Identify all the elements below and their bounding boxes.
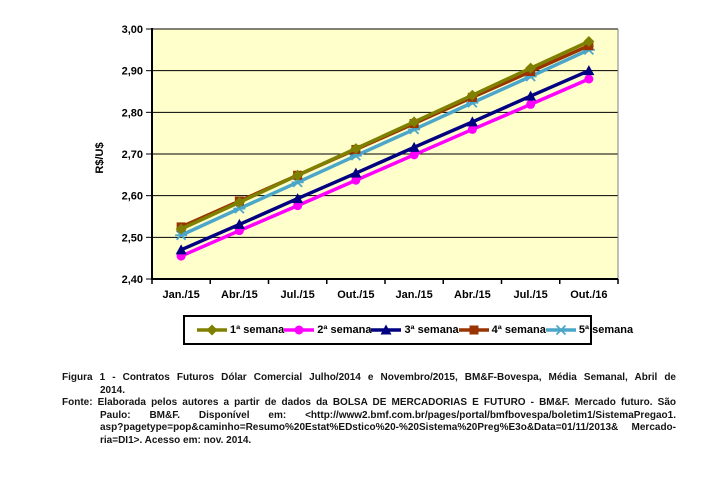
legend-key-icon xyxy=(371,324,401,336)
legend-key-icon xyxy=(546,324,576,336)
x-tick-label: Jul./15 xyxy=(280,289,315,301)
y-tick-label: 2,50 xyxy=(121,232,143,245)
legend-item xyxy=(459,324,546,336)
legend-key-icon xyxy=(197,324,227,336)
circle-marker-icon xyxy=(295,326,304,335)
y-tick-label: 2,60 xyxy=(121,190,143,203)
legend-key-icon xyxy=(284,324,314,336)
y-tick-label: 3,00 xyxy=(121,24,143,36)
x-tick-label: Jan./15 xyxy=(162,289,200,301)
x-tick-label: Abr./15 xyxy=(221,289,258,301)
legend-label: 1ª semana xyxy=(230,324,285,336)
x-tick-label: Abr./15 xyxy=(454,289,491,301)
square-marker-icon xyxy=(469,326,478,335)
x-tick-label: Jul./15 xyxy=(513,289,548,301)
caption-figura-line: 2014. xyxy=(100,384,126,396)
y-axis-title: R$/U$ xyxy=(94,142,106,174)
legend-item xyxy=(371,324,458,336)
x-tick-label: Out./15 xyxy=(337,289,375,301)
y-tick-label: 2,90 xyxy=(121,65,143,78)
circle-marker-icon xyxy=(584,75,593,84)
caption-fonte-line: ria=DI1>. Acesso em: nov. 2014. xyxy=(100,434,252,446)
y-tick-label: 2,40 xyxy=(121,274,143,286)
caption-figura-line: Figura 1 - Contratos Futuros Dólar Comercial Julho/2014 e Novembro/2015, BM&F-Bovespa, Média Semanal, Abril de xyxy=(62,372,676,383)
x-tick-label: Jan./15 xyxy=(395,289,433,301)
legend-key-icon xyxy=(459,324,489,336)
caption-fonte-line: Paulo: BM&F. Disponível em: <http://www2.bmf.com.br/pages/portal/bmfbovespa/boletim1/SistemaPregao1. xyxy=(100,409,676,421)
caption-fonte-line: Fonte: Elaborada pelos autores a partir de dados da BOLSA DE MERCADORIAS E FUTURO - BM&F. Mercado futuro. São xyxy=(62,397,676,409)
legend-item xyxy=(197,324,284,336)
legend-label: 2ª semana xyxy=(317,324,372,336)
diamond-marker-icon xyxy=(207,325,218,336)
figure-caption xyxy=(62,372,676,448)
y-tick-label: 2,70 xyxy=(121,149,143,161)
legend-item xyxy=(284,324,371,336)
chart-legend xyxy=(183,315,634,345)
y-tick-label: 2,80 xyxy=(121,107,143,120)
legend-label: 4ª semana xyxy=(491,324,546,336)
legend-label: 5ª semana xyxy=(578,324,634,336)
caption-fonte-line: asp?pagetype=pop&caminho=Resumo%20Estat%EDstico%20-%20Sistema%20Preg%E3o&Data=01/11/2013& Mercado- xyxy=(100,422,676,434)
legend-label: 3ª semana xyxy=(404,324,459,336)
circle-marker-icon xyxy=(526,100,535,109)
x-tick-label: Out./16 xyxy=(570,289,608,301)
legend-item xyxy=(546,324,633,336)
